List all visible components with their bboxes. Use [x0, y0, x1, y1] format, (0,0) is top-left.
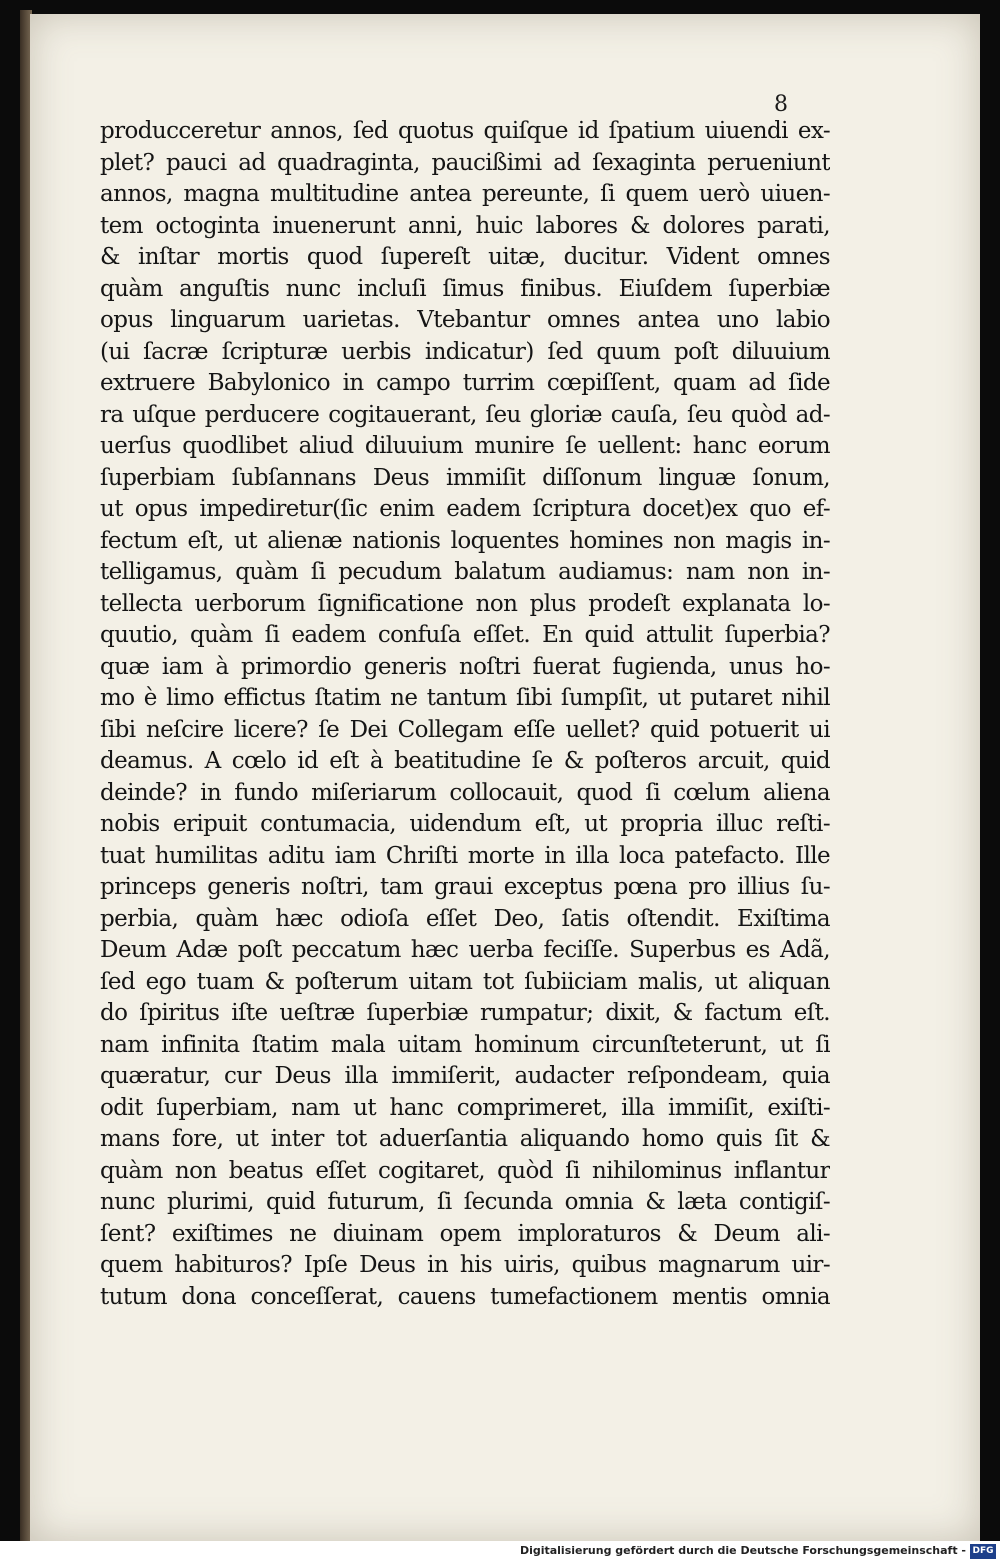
funding-credit: Digitalisierung gefördert durch die Deutsche Forschungsgemeinschaft -	[519, 1544, 966, 1557]
body-text	[100, 116, 830, 1313]
footer-bar	[0, 1541, 1000, 1563]
text-line: quàm anguſtis nunc incluſi ſimus finibus. Eiuſdem ſuperbiæ	[100, 275, 830, 302]
text-line: fectum eſt, ut alienæ nationis loquentes homines non magis in-	[100, 527, 830, 554]
text-line: producceretur annos, ſed quotus quiſque id ſpatium uiuendi ex-	[100, 118, 830, 144]
text-line: opus linguarum uarietas. Vtebantur omnes antea uno labio	[100, 307, 830, 333]
text-line: quem habituros? Ipſe Deus in his uiris, quibus magnarum uir-	[100, 1252, 830, 1278]
text-line: tuat humilitas aditu iam Chriſti morte in illa loca patefacto. Ille	[100, 842, 830, 869]
text-line: (ui ſacræ ſcripturæ uerbis indicatur) ſed quum poſt diluuium	[100, 338, 830, 365]
page-number: 8	[774, 92, 788, 117]
text-line: tellecta uerborum ſignificatione non plus prodeſt explanata lo-	[100, 590, 830, 617]
dfg-logo: DFG	[970, 1544, 996, 1559]
text-line: mans fore, ut inter tot aduerſantia aliquando homo quis ſit &	[100, 1126, 830, 1152]
text-line: quæratur, cur Deus illa immiſerit, audacter reſpondeam, quia	[100, 1063, 830, 1089]
text-line: nunc plurimi, quid futurum, ſi ſecunda omnia & læta contigiſ-	[100, 1189, 830, 1215]
text-line: perbia, quàm hæc odioſa eſſet Deo, ſatis oſtendit. Exiſtima	[100, 905, 830, 932]
book-page	[30, 14, 980, 1541]
text-line: quutio, quàm ſi eadem confuſa eſſet. En quid attulit ſuperbia?	[100, 622, 830, 648]
text-line: tem octoginta inuenerunt anni, huic labores & dolores parati,	[100, 212, 830, 239]
text-line: annos, magna multitudine antea pereunte, ſi quem uerò uiuen-	[100, 181, 830, 207]
text-line: telligamus, quàm ſi pecudum balatum audiamus: nam non in-	[100, 559, 830, 585]
text-line: ſibi neſcire licere? ſe Dei Collegam eſſe uellet? quid potuerit ui	[100, 716, 830, 743]
text-line: mo è limo effictus ſtatim ne tantum ſibi ſumpſit, ut putaret nihil	[100, 685, 830, 711]
text-line: deamus. A cœlo id eſt à beatitudine ſe & poſteros arcuit, quid	[100, 748, 830, 774]
text-line: plet? pauci ad quadraginta, paucißimi ad ſexaginta perueniunt	[100, 149, 830, 176]
text-line: quæ iam à primordio generis noſtri fuerat fugienda, unus ho-	[100, 653, 830, 680]
text-line: princeps generis noſtri, tam graui exceptus pœna pro illius ſu-	[100, 874, 830, 900]
text-line: ſed ego tuam & poſterum uitam tot ſubiiciam malis, ut aliquan	[100, 968, 830, 995]
text-line: & inſtar mortis quod ſupereſt uitæ, ducitur. Vident omnes	[100, 244, 830, 270]
text-line: extruere Babylonico in campo turrim cœpiſſent, quam ad ſide	[100, 370, 830, 396]
text-line: ſent? exiſtimes ne diuinam opem imploraturos & Deum ali-	[100, 1220, 830, 1247]
text-line: odit ſuperbiam, nam ut hanc comprimeret, illa immiſit, exiſti-	[100, 1094, 830, 1121]
text-line: ut opus impediretur(ſic enim eadem ſcriptura docet)ex quo ef-	[100, 496, 830, 522]
text-line: uerſus quodlibet aliud diluuium munire ſe uellent: hanc eorum	[100, 433, 830, 459]
text-line: ſuperbiam ſubſannans Deus immiſit diſſonum linguæ ſonum,	[100, 464, 830, 491]
text-line: tutum dona conceſſerat, cauens tumefactionem mentis omnia	[100, 1283, 830, 1310]
text-line: nam infinita ſtatim mala uitam hominum circunſteterunt, ut ſi	[100, 1031, 830, 1058]
text-line: deinde? in fundo miſeriarum collocauit, quod ſi cœlum aliena	[100, 779, 830, 806]
text-line: do ſpiritus iſte ueſtræ ſuperbiæ rumpatur; dixit, & factum eſt.	[100, 1000, 830, 1026]
text-line: ra uſque perducere cogitauerant, ſeu gloriæ cauſa, ſeu quòd ad-	[100, 401, 830, 428]
text-line: nobis eripuit contumacia, uidendum eſt, ut propria illuc reſti-	[100, 811, 830, 837]
text-line: quàm non beatus eſſet cogitaret, quòd ſi nihilominus inflantur	[100, 1157, 830, 1184]
text-line: Deum Adæ poſt peccatum hæc uerba feciſſe. Superbus es Adã,	[100, 937, 830, 963]
